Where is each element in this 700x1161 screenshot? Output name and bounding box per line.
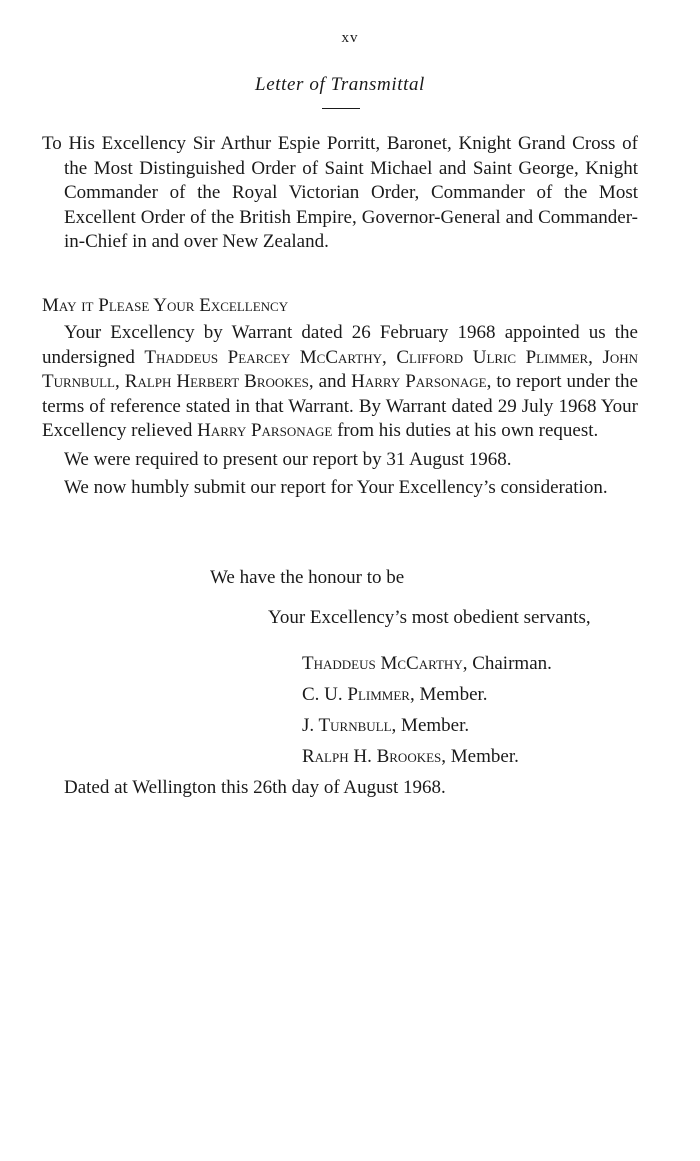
text-run: , <box>115 371 125 392</box>
address-block: To His Excellency Sir Arthur Espie Porritt, Baronet, Knight Grand Cross of the Most Distinguished Order of Saint Michael and Saint George, Knight Commander of the Royal Victorian Order, Commander of the Most Excellent Order of the British Empire, Governor-General and Commander-in-Chief in and over New Zealand. <box>42 133 638 252</box>
signatory-role: , Member. <box>441 746 519 767</box>
signatory-role: , Member. <box>391 715 470 736</box>
text-run: from his duties at his own request. <box>332 420 599 441</box>
member-name: Ralph Herbert Brookes <box>124 371 309 392</box>
signatory-name: J. Turnbull <box>302 715 392 736</box>
text-run: , <box>382 346 397 368</box>
salutation: May it Please Your Excellency <box>42 295 289 316</box>
signatory-name: Ralph H. Brookes <box>302 746 442 767</box>
signatory-role: , Member. <box>409 684 488 705</box>
closing-line-2: Your Excellency’s most obedient servants, <box>268 607 591 628</box>
member-name: Harry Parsonage <box>351 371 487 392</box>
signature-member <box>302 679 552 710</box>
member-name: Harry Parsonage <box>197 420 333 441</box>
member-name: Thaddeus Pearcey McCarthy <box>144 346 383 368</box>
signature-block <box>302 648 552 772</box>
signatory-name: Thaddeus McCarthy <box>302 653 463 674</box>
letter-body <box>42 321 638 501</box>
text-run: , and <box>308 371 352 392</box>
member-name: John Turnbull <box>42 346 639 392</box>
text-run: , to report under the terms of reference stated in that Warrant. By Warrant dated 29 July 1968 Your Excellency relieved <box>42 371 638 441</box>
text-run: , <box>588 346 603 368</box>
member-name: Clifford Ulric Plimmer <box>396 346 589 368</box>
signature-member <box>302 741 552 772</box>
signatory-role: , Chairman. <box>462 653 552 674</box>
text-run: Your Excellency by Warrant dated 26 February 1968 appointed us the undersigned <box>42 322 638 368</box>
heading-rule <box>322 108 360 109</box>
paragraph-warrant <box>42 321 638 444</box>
paragraph-deadline: We were required to present our report by 31 August 1968. <box>64 448 512 470</box>
page-title: Letter of Transmittal <box>255 74 425 95</box>
closing-line-1: We have the honour to be <box>210 567 405 588</box>
page-number: xv <box>341 30 359 46</box>
signature-chairman <box>302 648 552 679</box>
paragraph-submission: We now humbly submit our report for Your Excellency’s consideration. <box>64 477 608 498</box>
signatory-name: C. U. Plimmer <box>302 684 410 705</box>
signature-member <box>302 710 552 741</box>
date-line: Dated at Wellington this 26th day of August 1968. <box>64 777 446 798</box>
